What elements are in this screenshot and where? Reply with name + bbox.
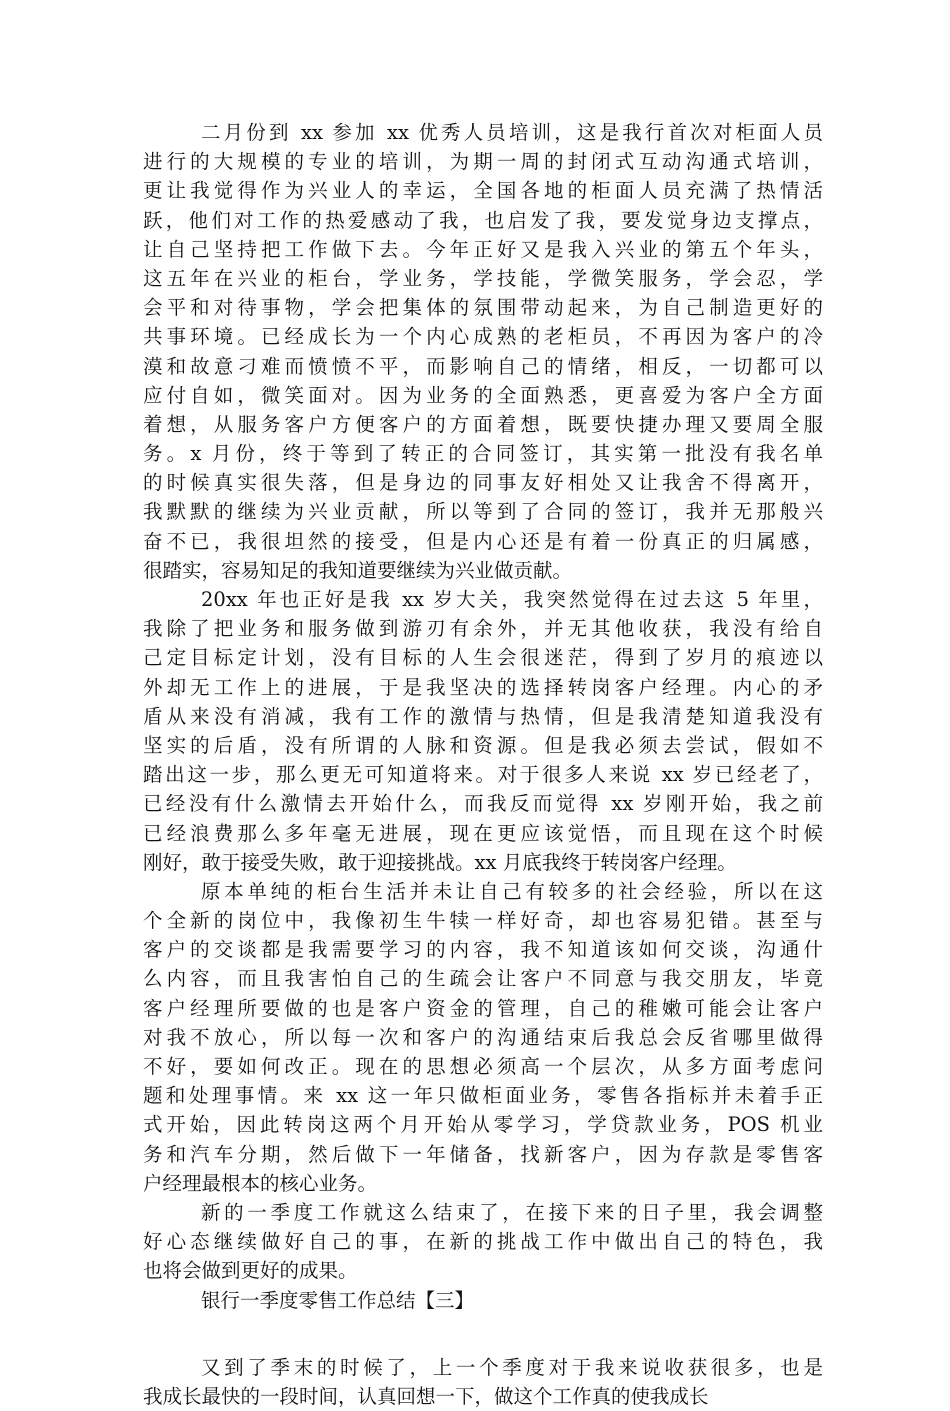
spacer: [143, 1315, 823, 1353]
text-line: 奋不已，我很坦然的接受，但是内心还是有着一份真正的归属感，: [143, 529, 823, 553]
text-line: 共事环境。已经成长为一个内心成熟的老柜员，不再因为客户的冷: [143, 325, 823, 349]
text-line: 新的一季度工作就这么结束了，在接下来的日子里，我会调整: [201, 1200, 823, 1224]
paragraph: [143, 585, 823, 877]
text-line: 我成长最快的一段时间，认真回想一下，做这个工作真的使我成长: [143, 1384, 709, 1408]
text-line: 好心态继续做好自己的事，在新的挑战工作中做出自己的特色，我: [143, 1230, 823, 1254]
text-line: 着想，从服务客户方便客户的方面着想，既要快捷办理又要周全服: [143, 412, 823, 436]
text-line: 踏出这一步，那么更无可知道将来。对于很多人来说 xx 岁已经老了，: [143, 763, 823, 787]
text-line: 进行的大规模的专业的培训，为期一周的封闭式互动沟通式培训，: [143, 150, 823, 174]
paragraph: [143, 1353, 823, 1411]
text-line: 应付自如，微笑面对。因为业务的全面熟悉，更喜爱为客户全方面: [143, 383, 823, 407]
text-line: 个全新的岗位中，我像初生牛犊一样好奇，却也容易犯错。甚至与: [143, 909, 823, 933]
text-line: 20xx 年也正好是我 xx 岁大关，我突然觉得在过去这 5 年里，: [201, 588, 823, 611]
text-line: 又到了季末的时候了，上一个季度对于我来说收获很多，也是: [201, 1355, 823, 1379]
text-line: 盾从来没有消减，我有工作的激情与热情，但是我清楚知道我没有: [143, 704, 823, 728]
text-line: 对我不放心，所以每一次和客户的沟通结束后我总会反省哪里做得: [143, 1025, 823, 1049]
paragraph: [143, 118, 823, 585]
text-line: 坚实的后盾，没有所谓的人脉和资源。但是我必须去尝试，假如不: [143, 733, 823, 757]
text-line: 的时候真实很失落，但是身边的同事友好相处又让我舍不得离开，: [143, 471, 823, 495]
text-line: 已经没有什么激情去开始什么，而我反而觉得 xx 岁刚开始，我之前: [143, 792, 823, 816]
text-line: 外却无工作上的进展，于是我坚决的选择转岗客户经理。内心的矛: [143, 675, 823, 699]
text-line: 刚好，敢于接受失败，敢于迎接挑战。xx 月底我终于转岗客户经理。: [143, 850, 737, 874]
text-line: 跃，他们对工作的热爱感动了我，也启发了我，要发觉身边支撑点，: [143, 208, 823, 232]
text-line: 题和处理事情。来 xx 这一年只做柜面业务，零售各指标并未着手正: [143, 1084, 823, 1108]
text-line: 我除了把业务和服务做到游刃有余外，并无其他收获，我没有给自: [143, 617, 823, 641]
text-line: 不好，要如何改正。现在的思想必须高一个层次，从多方面考虑问: [143, 1055, 823, 1078]
text-line: 也将会做到更好的成果。: [143, 1259, 358, 1283]
text-line: 更让我觉得作为兴业人的幸运，全国各地的柜面人员充满了热情活: [143, 179, 823, 203]
text-line: 会平和对待事物，学会把集体的氛围带动起来，为自己制造更好的: [143, 296, 823, 320]
paragraph: [143, 1198, 823, 1286]
text-line: 二月份到 xx 参加 xx 优秀人员培训，这是我行首次对柜面人员: [201, 121, 823, 144]
text-line: 让自己坚持把工作做下去。今年正好又是我入兴业的第五个年头，: [143, 237, 823, 261]
text-line: 原本单纯的柜台生活并未让自己有较多的社会经验，所以在这: [201, 879, 823, 903]
text-line: 式开始，因此转岗这两个月开始从零学习，学贷款业务，POS 机业: [143, 1113, 823, 1137]
text-line: 我默默的继续为兴业贡献，所以等到了合同的签订，我并无那般兴: [143, 500, 823, 524]
text-line: 客户的交谈都是我需要学习的内容，我不知道该如何交谈，沟通什: [143, 938, 823, 962]
text-line: 务和汽车分期，然后做下一年储备，找新客户，因为存款是零售客: [143, 1142, 823, 1166]
document-page: [143, 118, 823, 1411]
text-line: 漠和故意刁难而愤愤不平，而影响自己的情绪，相反，一切都可以: [143, 354, 823, 378]
paragraph: [143, 877, 823, 1198]
text-line: 么内容，而且我害怕自己的生疏会让客户不同意与我交朋友，毕竟: [143, 967, 823, 991]
text-line: 很踏实，容易知足的我知道要继续为兴业做贡献。: [143, 558, 573, 582]
text-line: 客户经理所要做的也是客户资金的管理，自己的稚嫩可能会让客户: [143, 996, 823, 1020]
text-line: 务。x 月份，终于等到了转正的合同签订，其实第一批没有我名单: [143, 442, 823, 466]
text-line: 已经浪费那么多年毫无进展，现在更应该觉悟，而且现在这个时候: [143, 821, 823, 845]
text-line: 己定目标定计划，没有目标的人生会很迷茫，得到了岁月的痕迹以: [143, 646, 823, 670]
section-heading: 银行一季度零售工作总结【三】: [201, 1288, 475, 1312]
text-line: 这五年在兴业的柜台，学业务，学技能，学微笑服务，学会忍，学: [143, 266, 823, 290]
text-line: 户经理最根本的核心业务。: [143, 1171, 378, 1195]
